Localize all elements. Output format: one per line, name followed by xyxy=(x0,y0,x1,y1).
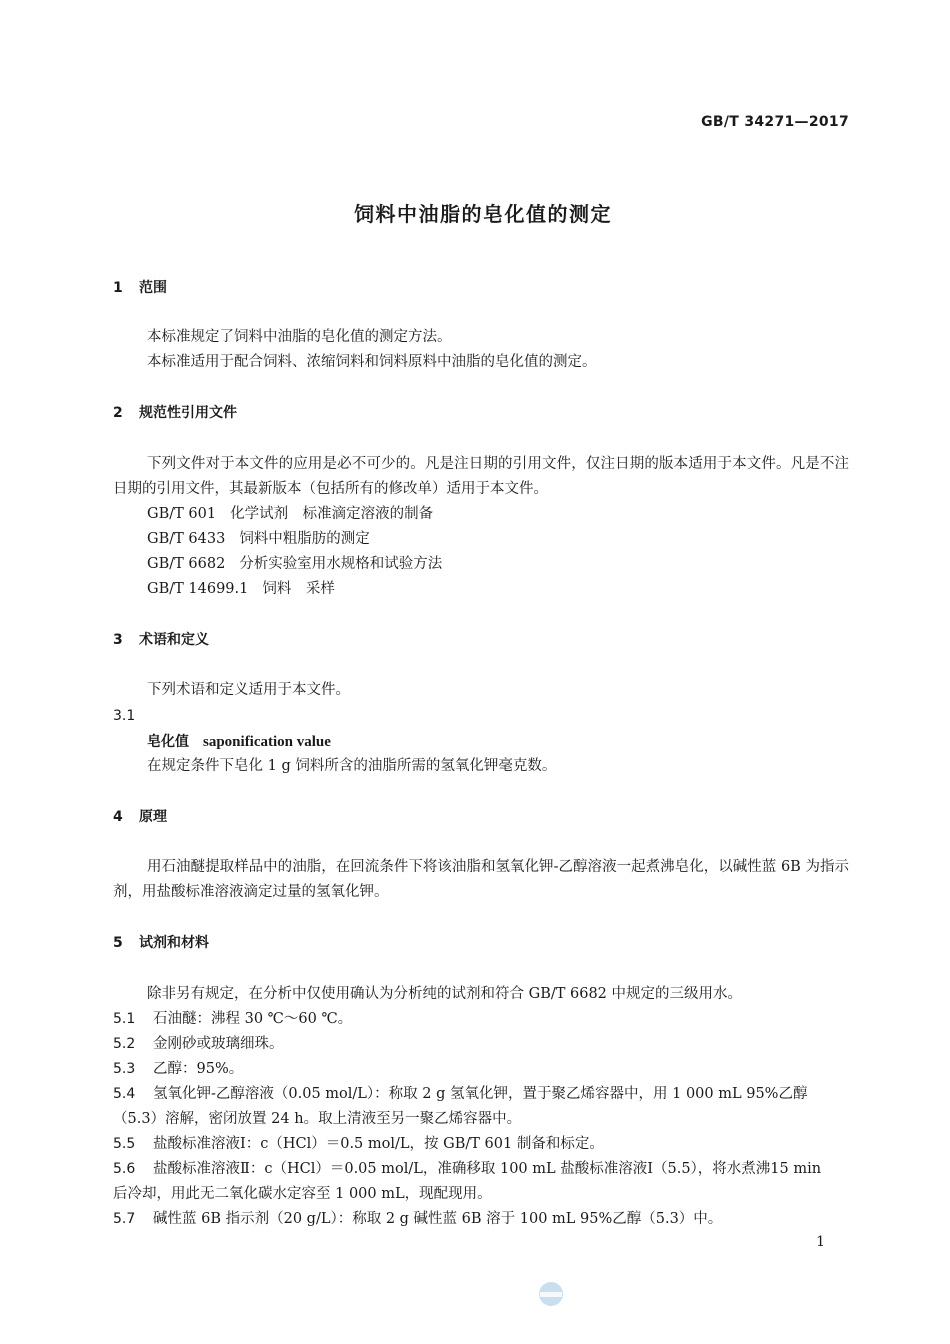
reference-item: GB/T 601 化学试剂 标准滴定溶液的制备 xyxy=(147,506,434,522)
document-title: 饲料中油脂的皂化值的测定 xyxy=(354,202,612,226)
term-number: 3.1 xyxy=(113,708,136,724)
reagent-item: 5.3 乙醇：95%。 xyxy=(113,1061,244,1077)
section-heading-normative-references: 2 规范性引用文件 xyxy=(113,405,237,421)
reagents-intro: 除非另有规定，在分析中仅使用确认为分析纯的试剂和符合 GB/T 6682 中规定的三级用水。 xyxy=(147,986,743,1002)
section-heading-terms-definitions: 3 术语和定义 xyxy=(113,632,209,648)
reagent-item: 5.1 石油醚：沸程 30 ℃～60 ℃。 xyxy=(113,1011,353,1027)
reference-item: GB/T 6433 饲料中粗脂肪的测定 xyxy=(147,531,370,547)
reference-item: GB/T 14699.1 饲料 采样 xyxy=(147,581,335,597)
references-intro: 下列文件对于本文件的应用是必不可少的。凡是注日期的引用文件，仅注日期的版本适用于本文件。凡是不注日期的引用文件，其最新版本（包括所有的修改单）适用于本文件。 xyxy=(113,456,849,497)
reagent-item-continuation: （5.3）溶解，密闭放置 24 h。取上清液至另一聚乙烯容器中。 xyxy=(113,1111,522,1127)
term-title: 皂化值 saponification value xyxy=(147,734,331,750)
reagent-item-continuation: 后冷却，用此无二氧化碳水定容至 1 000 mL，现配现用。 xyxy=(113,1186,492,1202)
reagent-item: 5.4 氢氧化钾-乙醇溶液（0.05 mol/L）：称取 2 g 氢氧化钾，置于聚乙烯容器中，用 1 000 mL 95%乙醇 xyxy=(113,1086,808,1102)
standard-code: GB/T 34271—2017 xyxy=(701,114,849,130)
term-definition: 在规定条件下皂化 1 g 饲料所含的油脂所需的氢氧化钾毫克数。 xyxy=(147,758,557,774)
section-heading-reagents-materials: 5 试剂和材料 xyxy=(113,935,209,951)
terms-intro: 下列术语和定义适用于本文件。 xyxy=(147,682,350,698)
section-heading-scope: 1 范围 xyxy=(113,280,167,296)
scope-paragraph-1: 本标准规定了饲料中油脂的皂化值的测定方法。 xyxy=(147,329,452,345)
reagent-item: 5.5 盐酸标准溶液Ⅰ：c（HCl）＝0.5 mol/L，按 GB/T 601 制备和标定。 xyxy=(113,1136,604,1152)
reagent-item: 5.6 盐酸标准溶液Ⅱ：c（HCl）＝0.05 mol/L，准确移取 100 mL 盐酸标准溶液Ⅰ（5.5），将水煮沸15 min xyxy=(113,1161,822,1177)
section-heading-principle: 4 原理 xyxy=(113,809,167,825)
page-number: 1 xyxy=(816,1234,825,1250)
watermark-logo xyxy=(537,1281,565,1307)
reference-item: GB/T 6682 分析实验室用水规格和试验方法 xyxy=(147,556,443,572)
principle-paragraph: 用石油醚提取样品中的油脂，在回流条件下将该油脂和氢氧化钾-乙醇溶液一起煮沸皂化，以碱性蓝 6B 为指示剂，用盐酸标准溶液滴定过量的氢氧化钾。 xyxy=(113,859,849,900)
reagent-item: 5.7 碱性蓝 6B 指示剂（20 g/L）：称取 2 g 碱性蓝 6B 溶于 100 mL 95%乙醇（5.3）中。 xyxy=(113,1211,723,1227)
reagent-item: 5.2 金刚砂或玻璃细珠。 xyxy=(113,1036,284,1052)
scope-paragraph-2: 本标准适用于配合饲料、浓缩饲料和饲料原料中油脂的皂化值的测定。 xyxy=(147,354,597,370)
